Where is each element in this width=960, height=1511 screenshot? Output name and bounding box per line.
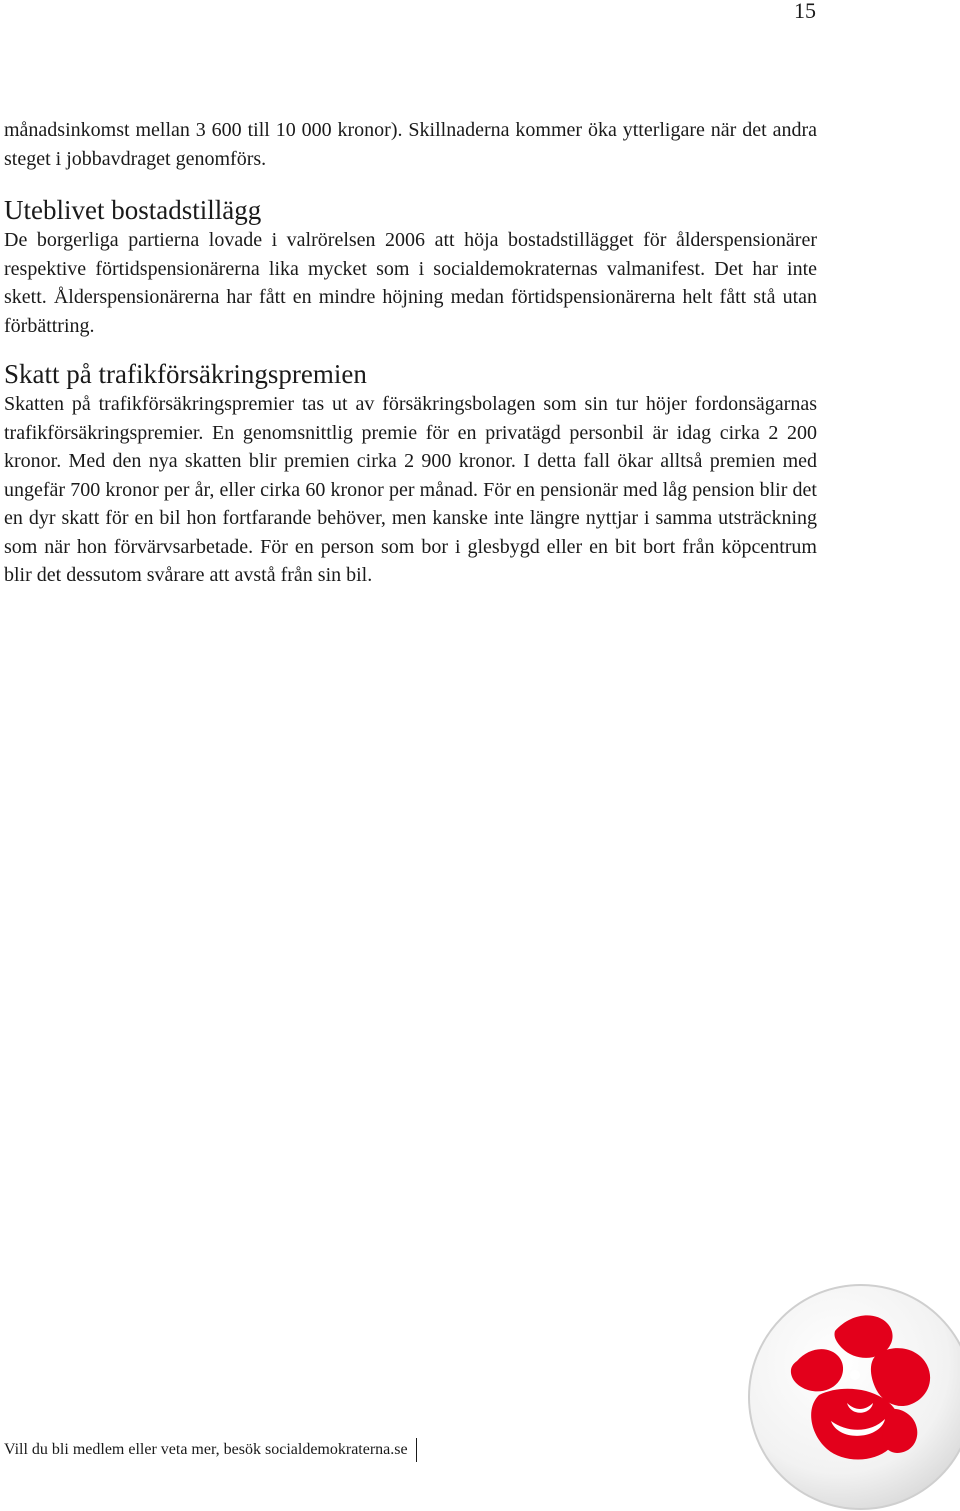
- section-heading-trafikforsakring: Skatt på trafikförsäkringspremien: [4, 359, 367, 389]
- footer-divider: [416, 1438, 418, 1462]
- section-heading-bostadstillagg: Uteblivet bostadstillägg: [4, 195, 262, 225]
- red-rose-logo-icon: [747, 1283, 960, 1511]
- section-paragraph-trafikforsakring: Skatten på trafikförsäkringspremier tas ut av försäkringsbolagen som sin tur höjer fordonsägarnas trafikförsäkringspremier. En genomsnittlig premie för en privatägd personbil är idag cirka 2 200 kronor. Med den nya skatten blir premien cirka 2 900 kronor. I detta fall ökar alltså premien med ungefär 700 kronor per år, eller cirka 60 kronor per månad. För en pensionär med låg pension blir det en dyr skatt för en bil hon fortfarande behöver, men kanske inte längre nyttjar i samma utsträckning som när hon förvärvsarbetade. För en person som bor i glesbygd eller en bit bort från köpcentrum blir det dessutom svårare att avstå från sin bil.: [4, 393, 817, 586]
- footer: [4, 1438, 417, 1462]
- intro-paragraph: månadsinkomst mellan 3 600 till 10 000 kronor). Skillnaderna kommer öka ytterligare när det andra steget i jobbavdraget genomförs.: [4, 119, 817, 170]
- footer-text: Vill du bli medlem eller veta mer, besök socialdemokraterna.se: [4, 1441, 408, 1458]
- page-number: 15: [794, 0, 816, 23]
- section-paragraph-bostadstillagg: De borgerliga partierna lovade i valrörelsen 2006 att höja bostadstillägget för ålderspensionärer respektive förtidspensionärerna lika mycket som i socialdemokraternas valmanifest. Det har inte skett. Ålderspensionärerna har fått en mindre höjning medan förtidspensionärerna helt fått stå utan förbättring.: [4, 229, 817, 337]
- document-body: [4, 116, 817, 590]
